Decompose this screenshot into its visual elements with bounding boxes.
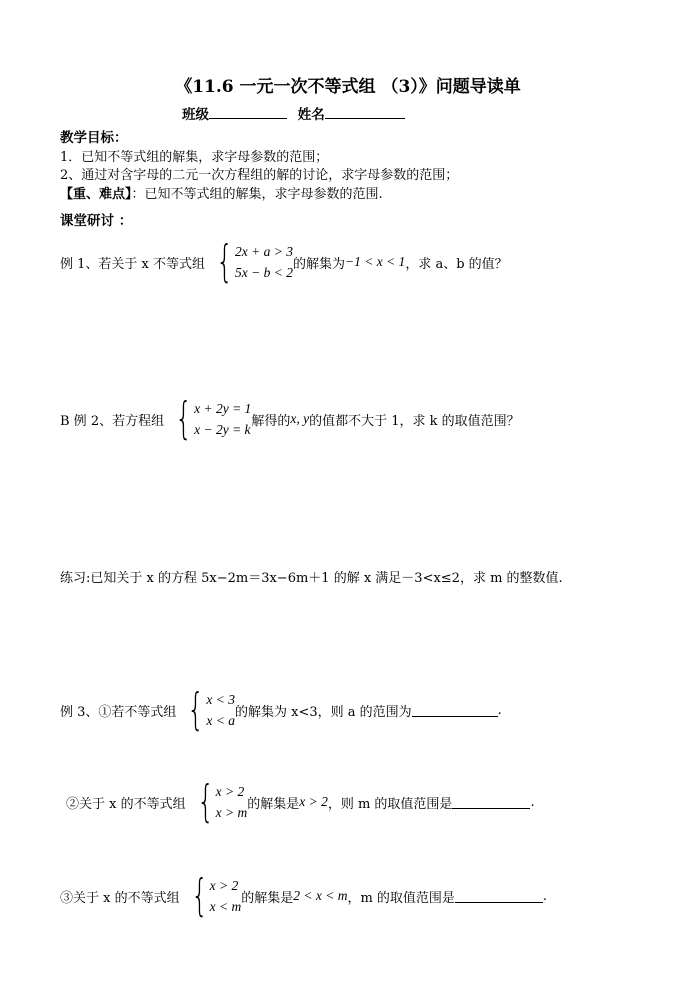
ex2-prefix: B 例 2、若方程组 [60,413,165,429]
ex3b-end: . [530,794,535,810]
ex3c-line2: x < m [209,899,242,914]
page-title: 《11.6 一元一次不等式组 （3）》问题导读单 [175,77,521,97]
ex2-system [164,393,252,444]
ex2-vars: x, y [290,411,310,426]
ex3b-system [186,776,248,827]
name-blank [325,105,405,119]
example-3-part-2 [66,776,535,827]
example-1 [60,236,508,287]
ex3b-suffix: ，则 m 的取值范围是 [327,796,453,812]
goals-heading: 教学目标： [60,130,128,146]
class-blank [209,105,287,119]
name-label: 姓名 [297,107,325,123]
class-label: 班级 [182,107,209,123]
example-3-part-3 [60,870,548,921]
example-2 [60,393,520,444]
ex3c-prefix: ③关于 x 的不等式组 [60,890,180,906]
ex3c-suffix: ，m 的取值范围是 [347,890,455,906]
key-label: 【重、难点】 [60,187,132,202]
ex2-suffix: 的值都不大于 1，求 k 的取值范围？ [309,413,520,429]
ex3a-suffix: 的解集为 x<3，则 a 的范围为 [235,704,412,720]
study-heading: 课堂研讨 ： [60,213,133,229]
example-3-part-1 [60,684,502,735]
ex1-system [205,236,293,287]
class-name-line [182,103,405,123]
ex3c-solution: 2 < x < m [293,888,348,903]
ex3c-system [180,870,242,921]
goal-item-1: 1．已知不等式组的解集，求字母参数的范围； [60,150,329,165]
ex1-line1: 2x + a > 3 [235,244,293,259]
ex3a-system [176,684,236,735]
ex1-mid: 的解集为 [292,256,345,272]
brace-icon: { [175,393,193,444]
goal-item-2: 2、通过对含字母的二元一次方程组的解的讨论，求字母参数的范围； [60,168,459,183]
ex2-line2: x − 2y = k [194,422,251,437]
brace-icon: { [187,684,205,735]
brace-icon: { [190,870,208,921]
ex3b-mid: 的解集是 [247,796,300,812]
ex3a-end: . [497,702,502,718]
answer-blank [412,704,498,717]
ex3c-end: . [542,888,548,904]
ex3c-line1: x > 2 [209,878,239,893]
answer-blank [452,796,530,809]
ex3a-line1: x < 3 [206,692,236,707]
ex1-range: −1 < x < 1 [344,254,406,269]
brace-icon: { [196,776,214,827]
ex3b-solution: x > 2 [299,794,328,809]
practice-problem: 练习:已知关于 x 的方程 5x−2m＝3x−6m＋1 的解 x 满足－3<x≤2，求 m 的整数值. [60,571,563,586]
key-points [60,183,383,202]
ex3b-line2: x > m [215,805,248,820]
ex2-mid: 解得的 [251,413,291,429]
brace-icon: { [216,236,233,287]
ex3b-prefix: ②关于 x 的不等式组 [66,796,186,812]
ex3a-prefix: 例 3、①若不等式组 [60,704,177,720]
ex3a-line2: x < a [206,713,236,728]
ex1-line2: 5x − b < 2 [235,265,293,280]
ex1-prefix: 例 1、若关于 x 不等式组 [60,256,205,272]
answer-blank [455,890,543,903]
ex2-line1: x + 2y = 1 [194,401,252,416]
key-text: ：已知不等式组的解集，求字母参数的范围. [131,187,383,202]
ex3b-line1: x > 2 [215,784,245,799]
ex3c-mid: 的解集是 [241,890,294,906]
ex1-suffix: ，求 a、b 的值？ [405,256,508,272]
